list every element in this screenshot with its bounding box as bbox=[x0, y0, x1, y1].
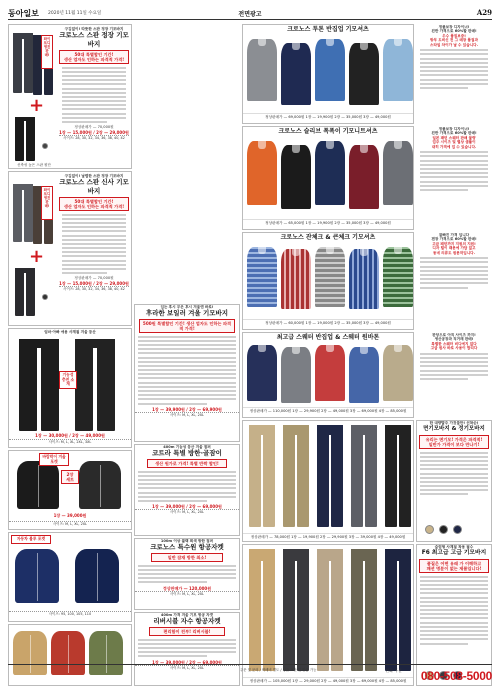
callout-badge: 기능성 충전 소재 bbox=[59, 371, 77, 389]
ad-title: 코트라 특별 방한·골잠이 bbox=[152, 449, 222, 458]
ad-title: 면기모바지 & 정기모바지 bbox=[423, 426, 485, 433]
ad-kicker: 한 대량발주 가짓들만! 선착순! bbox=[429, 421, 479, 425]
discount-badge: 생산 원가로 가격! 특별 반짝 할인! bbox=[147, 459, 227, 468]
ad-cotton-pants-row bbox=[242, 420, 414, 542]
order-phone-number[interactable]: 080-508-5000 bbox=[420, 669, 492, 683]
ad-winter-jackets bbox=[8, 450, 132, 530]
page-number: A29 bbox=[476, 8, 492, 17]
pants-image-khaki bbox=[283, 425, 309, 527]
discount-badge: 유리는 면기모! 가격은 파격적! 일반가 가격이 보다 만나기! bbox=[419, 435, 489, 449]
ad-title: 크로노스 잔체크 & 큰체크 기모셔츠 bbox=[280, 234, 376, 241]
ad-title: 크로노스 슬리브 폭폭이 기모니트셔츠 bbox=[278, 128, 378, 135]
size-list: 사이즈: M, L, XL, 2XL bbox=[135, 591, 239, 596]
size-list: 사이즈: M, L, XL, 2XL bbox=[135, 665, 239, 670]
ad-title: 리버시블 자수 항공자켓 bbox=[153, 617, 221, 626]
jacket-image-dark-navy bbox=[75, 549, 119, 603]
sale-price: 1장 — 39,000원 / 2장 — 69,000원 bbox=[152, 659, 222, 665]
ad-body-text bbox=[417, 452, 491, 496]
shirt-image-gray bbox=[247, 39, 277, 101]
ad-title: 최고급 스웨터 반집업 & 스웨터 원바톤 bbox=[276, 334, 380, 341]
pants-image-dark-navy bbox=[385, 549, 411, 671]
ad-copy bbox=[59, 174, 129, 291]
shirt-image-black bbox=[349, 43, 379, 105]
ad-kicker: 구김없이! 날렵한 스판 정장 기모바지 bbox=[64, 174, 124, 178]
ad-title: 크로노스 스판 신사 기모바지 bbox=[59, 178, 129, 196]
order-info: 주문 및 문의 / 택배비 별도 / 상품 교환 및 반품 가능 bbox=[240, 668, 317, 672]
ad-boiler-pants bbox=[134, 304, 240, 442]
issue-date: 2020년 11월 11일 수요일 bbox=[48, 11, 102, 16]
shirt-image-blue bbox=[315, 39, 345, 101]
callout-text: 고급 패턴까지 지원의 지원! 디자 털이 때문에 가답 없고 동네 의류도 원문작입니다. bbox=[432, 241, 476, 255]
callout-text: 특별한 스웨터 비디에지 없다 고급 원사 바로 사용이 합리다 bbox=[430, 341, 478, 351]
ad-check-shirts bbox=[242, 232, 414, 330]
jacket-image-black bbox=[17, 461, 59, 509]
ad-kicker: 구김없이! 따뜻한 스판 정장 기모바지 bbox=[64, 27, 124, 31]
ad-aviation-jacket bbox=[134, 538, 240, 610]
regular-price: 정상판매가 — 120,000원 bbox=[162, 585, 212, 591]
color-swatch-icon bbox=[425, 525, 434, 534]
pants-image-beige bbox=[249, 425, 275, 527]
ad-stretch-gentleman-pants bbox=[8, 171, 132, 326]
ad-title: F6 최고급 고급 기모바지 bbox=[421, 550, 487, 557]
ad-text-2 bbox=[416, 126, 492, 230]
ad-text-4 bbox=[416, 332, 492, 418]
sale-price: 1장 — 30,000원 / 2장 — 49,000원 bbox=[35, 433, 105, 438]
pants-image-black bbox=[385, 425, 411, 527]
callout-badge: 자동차 블루 포켓 bbox=[11, 535, 51, 544]
ad-kicker: 400m 기능성 등산 겨울 점퍼 bbox=[163, 445, 211, 449]
ad-title: 겐장 가격으로 60%할 판매! bbox=[431, 237, 477, 242]
color-swatch-icon bbox=[453, 525, 462, 534]
price-bar: 정상판매가 — 60,000원 1장 — 19,000원 2장 — 35,000원 3장 — 49,000원 bbox=[243, 319, 413, 326]
size-list: 사이즈: 28, 30, 32, 34, 36, 38, 40, 42 bbox=[59, 286, 129, 291]
shirt-image-red-check bbox=[281, 249, 311, 309]
color-swatch-icon bbox=[439, 525, 448, 534]
regular-price: 정상판매가 — 70,000원 bbox=[74, 125, 114, 130]
pants-image-navy bbox=[317, 425, 343, 527]
callout-text: 일본 패턴 스웨터 판매 물량 업주 시이즈 및 별상 샘플이 대히 가격에 업 수 있습니다. bbox=[431, 135, 477, 149]
price-bar: 정상판매가 — 105,000원 1장 — 29,000원 2장 — 49,000원 3장 — 69,000원 4장 — 85,000원 bbox=[243, 677, 413, 684]
fabric-label: 신축성 높은 스판 원단 bbox=[17, 163, 51, 167]
pants-image-gray bbox=[13, 184, 33, 242]
pants-image-olive bbox=[351, 549, 377, 671]
ad-title: 크로노스 투톤 반집업 기모셔츠 bbox=[287, 26, 369, 33]
discount-badge: 편리함이 전부! 리버시블! bbox=[149, 627, 225, 636]
ad-kicker: 판당으로 아직 사이즈 까지! bbox=[432, 333, 476, 337]
price-bar: 정상판매가 — 110,000원 1장 — 29,900원 2장 — 49,000원 3장 — 69,000원 4장 — 85,000원 bbox=[243, 407, 413, 414]
ad-body-text bbox=[417, 576, 491, 645]
plus-icon: + bbox=[29, 95, 45, 116]
sweater-image-beige bbox=[383, 345, 413, 401]
pants-image-dark bbox=[15, 268, 35, 316]
shirt-image-blue-check bbox=[349, 249, 379, 309]
shirt-image-sky bbox=[383, 39, 413, 101]
shirt-image-navy bbox=[315, 141, 345, 205]
jacket-image-charcoal bbox=[79, 461, 121, 509]
ad-title: 왼반 가격으로 60%할 판매! bbox=[431, 29, 477, 34]
ad-kicker: 슬림형 사계절 착용 필수 bbox=[434, 545, 474, 549]
pants-image-charcoal bbox=[13, 33, 33, 93]
shirt-image-gray-check bbox=[315, 247, 345, 307]
sale-price: 1장 — 39,900원 / 2장 — 69,900원 bbox=[152, 406, 222, 412]
shirt-image-black bbox=[281, 145, 311, 209]
ad-copy bbox=[59, 27, 129, 140]
callout-badge: 화이트디 영진판매! bbox=[41, 186, 53, 220]
pants-image-black bbox=[15, 117, 35, 161]
ad-body-text bbox=[135, 639, 239, 658]
pants-image-sand bbox=[317, 549, 343, 671]
ad-body-text bbox=[59, 214, 129, 275]
discount-badge: 50대 특별할인 기간! 생산 업자도 인하는 파격적 가격! bbox=[59, 50, 129, 64]
order-label: 전화 주문 bbox=[385, 668, 402, 673]
plus-icon: + bbox=[29, 246, 45, 267]
ad-title: 크로노스 특수원 항공자켓 bbox=[150, 543, 224, 552]
shirt-image-navy bbox=[281, 43, 311, 105]
ad-text-3 bbox=[416, 232, 492, 330]
ad-body-text bbox=[417, 151, 491, 191]
ad-kicker: 100m 이상 블랙 회색 방한 점퍼 bbox=[160, 539, 214, 543]
pants-image-gray bbox=[351, 425, 377, 527]
discount-badge: 일반 잠재 방한 최소! bbox=[151, 553, 223, 562]
shirt-image-orange bbox=[247, 141, 277, 205]
discount-badge: 500원 특별할인 기간! 생산 업자도 인하는 파격적 가격! bbox=[139, 319, 235, 333]
size-list: 사이즈: M, L, XL, 2XL bbox=[135, 412, 239, 417]
ad-twotone-half-zip bbox=[242, 24, 414, 124]
set-badge: 2장 세트 bbox=[61, 470, 79, 484]
sweater-image-navy bbox=[247, 345, 277, 401]
sale-price: 1장 — 15,000원 / 2장 — 29,000원 bbox=[59, 129, 129, 135]
padded-pants-image bbox=[19, 339, 59, 431]
sweater-image-gray bbox=[281, 347, 311, 403]
ad-body-text bbox=[59, 67, 129, 123]
sweater-image-blue bbox=[349, 347, 379, 403]
ad-stretch-formal-pants bbox=[8, 24, 132, 169]
size-list: 사이즈: 28, 30, 32, 34, 36, 38, 40, 42 bbox=[59, 135, 129, 140]
discount-badge: 50대 특별할인 기간! 생산 업자도 인하는 파격적 가격! bbox=[59, 197, 129, 211]
shirt-image-green-check bbox=[383, 247, 413, 307]
ad-title: 후라한 보일러 겨울 기모바지 bbox=[145, 309, 229, 318]
ad-kicker: 400m 가격 겨울 기모 항공 자켓 bbox=[160, 613, 214, 617]
ad-text-1 bbox=[416, 24, 492, 124]
shirt-image-blue-check bbox=[247, 247, 277, 307]
section-label: 전면광고 bbox=[238, 11, 262, 18]
ad-body-text bbox=[417, 353, 491, 380]
page-footer bbox=[8, 664, 492, 684]
callout-badge: 화이트디 영진판매! bbox=[41, 35, 53, 69]
size-list: 사이즈: M, L, XL, 2XL, 3XL bbox=[9, 439, 131, 444]
price-bar: 정상판매가 — 69,000원 1장 — 19,900원 2장 — 35,000원 3장 — 49,000원 bbox=[243, 113, 413, 120]
sweater-image-red bbox=[315, 345, 345, 401]
ad-padded-pants-images bbox=[8, 328, 132, 448]
ad-kicker: 정품보장 디자이너! bbox=[438, 25, 470, 29]
ad-padded-jumper bbox=[134, 444, 240, 536]
sale-price: 1장 — 15,000원 / 2장 — 29,000원 bbox=[59, 280, 129, 286]
discount-badge: 품질은 어떤 유래 가 이해하고 패션 명분이 없는 제품입니다! bbox=[419, 559, 489, 573]
size-list: 사이즈: M, L, XL, 2XL bbox=[9, 521, 131, 526]
ad-kicker: 정품보장 디자이너! bbox=[438, 127, 470, 131]
ad-body-text bbox=[417, 257, 491, 288]
ad-body-text bbox=[135, 336, 239, 405]
ad-kicker: 입는 후시 무은 후시 겨울엔 바로! bbox=[160, 305, 214, 309]
shirt-image-wine bbox=[349, 145, 379, 209]
ad-body-text bbox=[135, 471, 239, 502]
fabric-swatch-icon bbox=[42, 143, 48, 149]
price-bar: 정상판매가 — 65,000원 1장 — 19,900원 2장 — 35,000원 3장 — 49,000원 bbox=[243, 219, 413, 226]
ad-title: 생산공장과 직거래 판매! bbox=[434, 337, 474, 342]
size-list: 사이즈: M, L, XL, 2XL bbox=[135, 509, 239, 514]
callout-badge: 바람막이 겨울 포켓 bbox=[39, 453, 69, 466]
newspaper-brand: 동아일보 bbox=[8, 8, 39, 18]
ad-blue-jackets bbox=[8, 532, 132, 622]
ad-kicker: 잘빠진 가격 입니다 bbox=[438, 233, 470, 237]
pants-image-charcoal bbox=[283, 549, 309, 671]
regular-price: 정상판매가 — 70,000원 bbox=[74, 276, 114, 281]
shirt-image-gray bbox=[383, 141, 413, 205]
sale-price: 1장 — 39,000원 bbox=[53, 513, 87, 518]
sale-price: 1장 — 39,000원 / 2장 — 69,000원 bbox=[152, 504, 222, 510]
callout-text: 우수 품질보증! 방부 도비신 전 그 매장 품질과 스타일 차이가 날 수 있습니다. bbox=[429, 33, 479, 47]
ad-body-text bbox=[135, 565, 239, 584]
jacket-image-navy bbox=[15, 549, 59, 603]
page-header bbox=[8, 8, 492, 20]
ad-title: 크로노스 스판 정장 기모바지 bbox=[59, 31, 129, 49]
padded-pants-image bbox=[75, 339, 115, 431]
ad-body-text bbox=[417, 49, 491, 89]
size-list: 사이즈: 95, 100, 105, 110 bbox=[9, 611, 131, 616]
ad-premium-sweaters bbox=[242, 332, 414, 418]
ad-kicker: 엄마·아빠 애용 사계절 겨울 등산 bbox=[44, 330, 96, 334]
pants-image-camel bbox=[249, 549, 275, 671]
ad-cotton-pants-copy bbox=[416, 420, 492, 542]
ad-title: 왼반 가격으로 60%할 판매! bbox=[431, 131, 477, 136]
fabric-swatch-icon bbox=[42, 294, 48, 300]
price-bar: 정상판매가 — 78,000원 1장 — 19,900원 2장 — 29,900원 3장 — 39,000원 4장 — 49,000원 bbox=[243, 533, 413, 540]
ad-knit-sweaters bbox=[242, 126, 414, 230]
